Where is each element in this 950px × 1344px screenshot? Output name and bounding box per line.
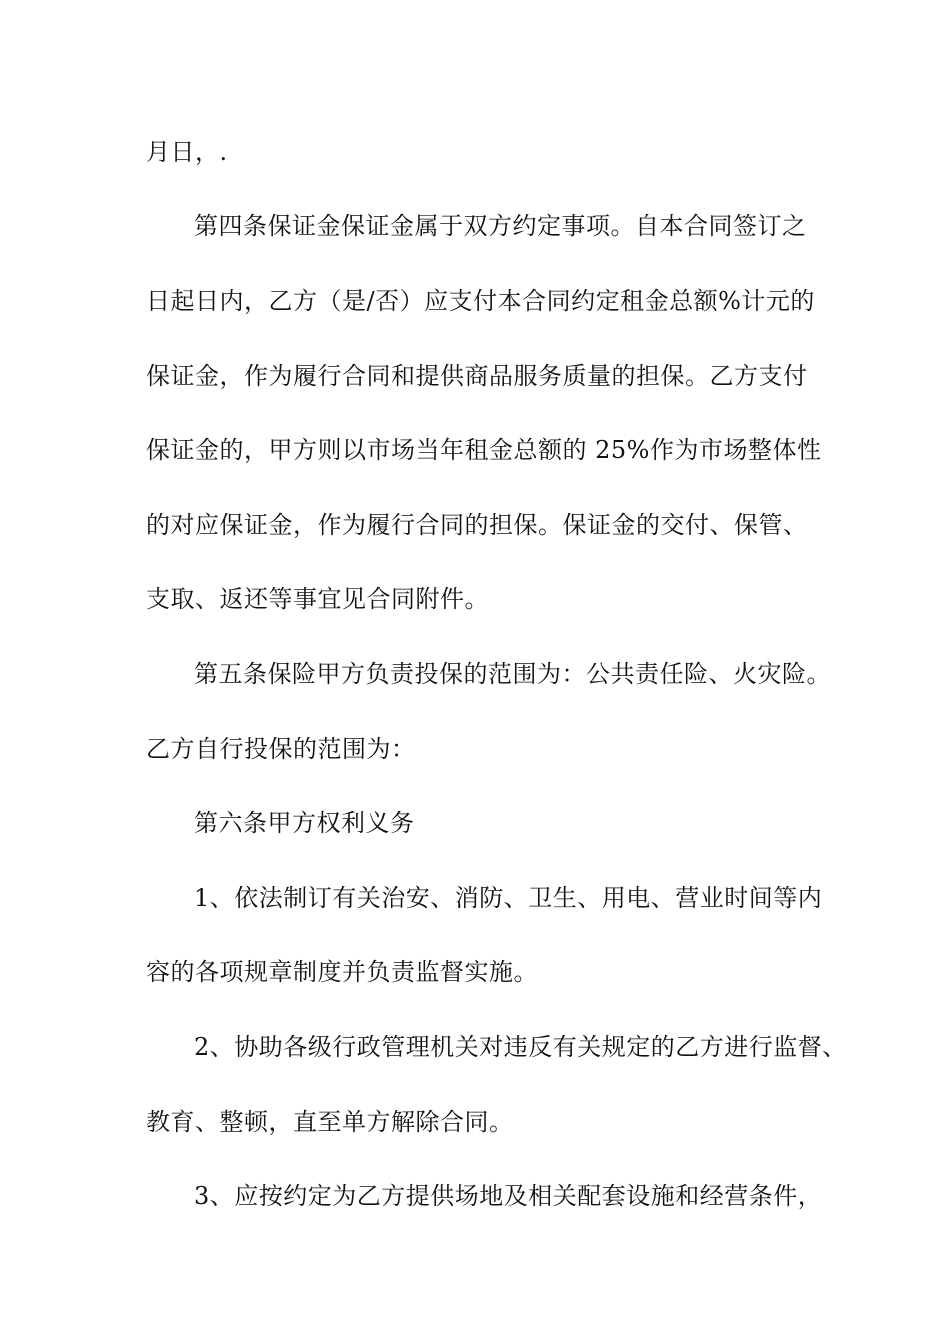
text-line: 月日，. bbox=[146, 138, 228, 166]
article-4-heading-line: 第四条保证金保证金属于双方约定事项。自本合同签订之 bbox=[194, 212, 807, 240]
article-6-heading-line: 第六条甲方权利义务 bbox=[194, 809, 415, 837]
list-item-1-line: 1、依法制订有关治安、消防、卫生、用电、营业时间等内 bbox=[194, 884, 823, 912]
list-item-3-line: 3、应按约定为乙方提供场地及相关配套设施和经营条件， bbox=[194, 1182, 823, 1210]
text-line: 保证金，作为履行合同和提供商品服务质量的担保。乙方支付 bbox=[146, 362, 808, 390]
list-item-2-line: 2、协助各级行政管理机关对违反有关规定的乙方进行监督、 bbox=[194, 1033, 847, 1061]
text-line: 的对应保证金，作为履行合同的担保。保证金的交付、保管、 bbox=[146, 511, 808, 539]
article-5-heading-line: 第五条保险甲方负责投保的范围为：公共责任险、火灾险。 bbox=[194, 660, 831, 688]
text-line: 支取、返还等事宜见合同附件。 bbox=[146, 585, 489, 613]
text-line: 容的各项规章制度并负责监督实施。 bbox=[146, 958, 538, 986]
text-line: 保证金的，甲方则以市场当年租金总额的 25%作为市场整体性 bbox=[146, 436, 822, 464]
text-line: 日起日内，乙方（是/否）应支付本合同约定租金总额%计元的 bbox=[146, 287, 815, 315]
text-line: 教育、整顿，直至单方解除合同。 bbox=[146, 1108, 514, 1136]
text-line: 乙方自行投保的范围为： bbox=[146, 735, 416, 763]
